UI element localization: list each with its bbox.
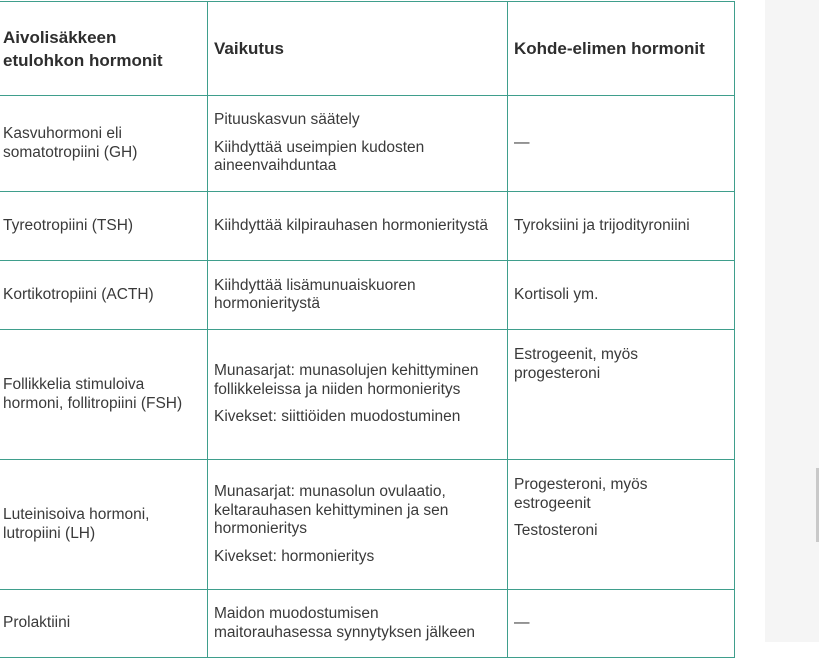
effect-text: Munasarjat: munasolun ovulaatio, keltarauhasen kehittyminen ja sen hormonieritys (214, 483, 449, 537)
effect-cell (208, 261, 508, 330)
hormone-cell: Kasvuhormoni eli somatotropiini (GH) (0, 96, 208, 192)
target-cell (508, 460, 735, 590)
table-row (0, 460, 735, 590)
effect-text: Kivekset: siittiöiden muodostuminen (214, 408, 461, 426)
hormone-cell: Prolaktiini (0, 590, 208, 658)
header-effect: Vaikutus (208, 2, 508, 96)
effect-text: Kiihdyttää lisämunuaiskuoren hormonieritystä (214, 276, 416, 312)
target-text: Kortisoli ym. (514, 285, 599, 303)
effect-cell (208, 96, 508, 192)
hormone-cell: Follikkelia stimuloiva hormoni, follitropiini (FSH) (0, 330, 208, 460)
hormone-cell: Tyreotropiini (TSH) (0, 192, 208, 261)
target-cell (508, 590, 735, 658)
table-row (0, 192, 735, 261)
target-cell (508, 192, 735, 261)
effect-text: Kiihdyttää kilpirauhasen hormonieritystä (214, 216, 488, 234)
effect-text: Maidon muodostumisen maitorauhasessa synnytyksen jälkeen (214, 605, 476, 641)
effect-cell (208, 590, 508, 658)
target-text: — (514, 134, 530, 152)
effect-text: Munasarjat: munasolujen kehittyminen follikkeleissa ja niiden hormonieritys (214, 362, 479, 398)
target-text: — (514, 614, 530, 632)
table-row (0, 330, 735, 460)
table-header-row (0, 2, 735, 96)
header-hormones: Aivolisäkkeen etulohkon hormonit (0, 2, 208, 96)
table-row (0, 96, 735, 192)
target-cell (508, 261, 735, 330)
target-cell (508, 96, 735, 192)
hormone-cell: Kortikotropiini (ACTH) (0, 261, 208, 330)
target-text: Tyroksiini ja trijodityroniini (514, 216, 690, 234)
target-text: Testosteroni (514, 522, 598, 539)
table-row (0, 261, 735, 330)
target-text: Progesteroni, myös estrogeenit (514, 476, 648, 512)
effect-text: Kiihdyttää useimpien kudosten aineenvaihduntaa (214, 138, 425, 175)
effect-cell (208, 192, 508, 261)
effect-cell (208, 460, 508, 590)
effect-text: Kivekset: hormonieritys (214, 547, 375, 565)
header-target-hormones: Kohde-elimen hormonit (508, 2, 735, 96)
right-side-panel (765, 0, 819, 642)
hormone-cell: Luteinisoiva hormoni, lutropiini (LH) (0, 460, 208, 590)
target-text: Estrogeenit, myös progesteroni (514, 346, 639, 382)
effect-text: Pituuskasvun säätely (214, 111, 360, 129)
hormone-table (0, 1, 735, 658)
target-cell (508, 330, 735, 460)
table-row (0, 590, 735, 658)
effect-cell (208, 330, 508, 460)
